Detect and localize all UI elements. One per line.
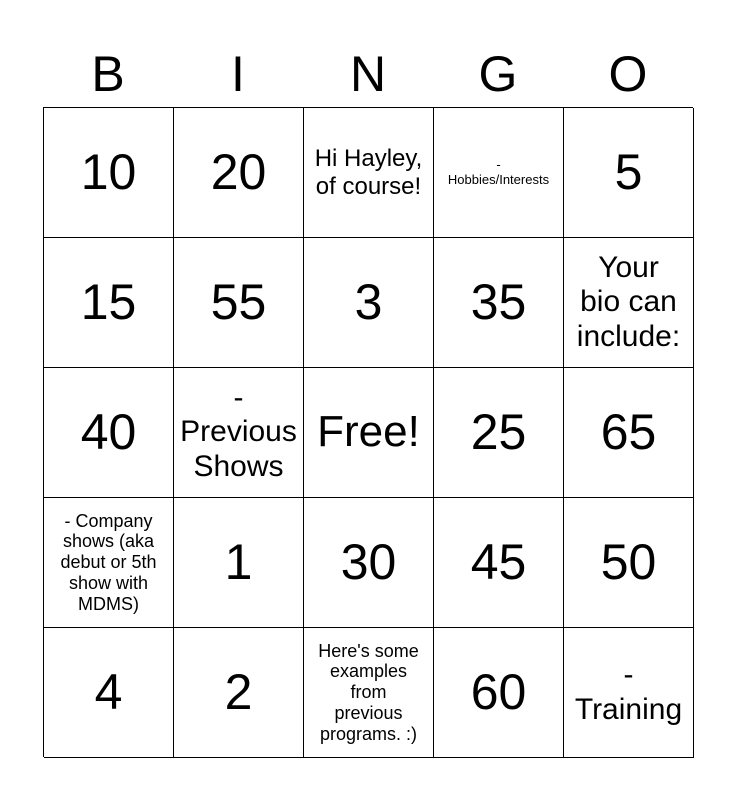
bingo-cell-text: 60 [470,663,527,720]
bingo-cell-r1-c4[interactable] [434,108,564,238]
bingo-cell-text: - Training [574,658,683,726]
bingo-cell-r1-c3[interactable] [304,108,434,238]
bingo-cell-text: Free! [317,407,420,457]
bingo-cell-text: 35 [470,273,527,330]
bingo-header [43,40,693,108]
bingo-cell-text: 3 [354,273,383,330]
bingo-cell-r2-c3[interactable] [304,238,434,368]
bingo-cell-text: 45 [470,533,527,590]
bingo-cell-r4-c2[interactable] [174,498,304,628]
bingo-cell-text: 15 [80,273,137,330]
bingo-cell-r4-c5[interactable] [564,498,694,628]
header-letter-b: B [91,46,125,102]
bingo-cell-text: Here's some examples from previous programs. :) [318,640,419,744]
header-letter-n: N [349,46,387,102]
bingo-cell-r3-c1[interactable] [44,368,174,498]
bingo-cell-text: 1 [224,533,253,590]
bingo-cell-r2-c1[interactable] [44,238,174,368]
bingo-cell-r3-c2[interactable] [174,368,304,498]
bingo-cell-r3-c4[interactable] [434,368,564,498]
bingo-cell-r5-c5[interactable] [564,628,694,758]
bingo-cell-text: 65 [600,403,657,460]
bingo-cell-text: - Company shows (aka debut or 5th show with MDMS) [60,510,157,614]
bingo-cell-text: 55 [210,273,267,330]
header-letter-g: G [478,46,518,102]
bingo-cell-text: 10 [80,143,137,200]
bingo-cell-r4-c4[interactable] [434,498,564,628]
bingo-cell-text: Your bio can include: [576,250,681,353]
bingo-cell-text: 2 [224,663,253,720]
bingo-cell-text: - Previous Shows [180,380,297,483]
bingo-cell-text: 30 [340,533,397,590]
bingo-cell-r5-c1[interactable] [44,628,174,758]
bingo-cell-r5-c4[interactable] [434,628,564,758]
bingo-cell-text: 25 [470,403,527,460]
bingo-cell-r1-c5[interactable] [564,108,694,238]
bingo-cell-text: 40 [80,403,137,460]
bingo-cell-r2-c5[interactable] [564,238,694,368]
bingo-cell-r1-c2[interactable] [174,108,304,238]
bingo-cell-r5-c3[interactable] [304,628,434,758]
bingo-cell-r2-c4[interactable] [434,238,564,368]
bingo-cell-r3-c5[interactable] [564,368,694,498]
bingo-grid [43,107,693,757]
bingo-cell-text: - Hobbies/Interests [447,156,550,187]
bingo-cell-r2-c2[interactable] [174,238,304,368]
bingo-cell-text: 50 [600,533,657,590]
bingo-cell-r1-c1[interactable] [44,108,174,238]
bingo-cell-text: 5 [614,143,643,200]
bingo-cell-r4-c1[interactable] [44,498,174,628]
bingo-cell-text: 20 [210,143,267,200]
header-letter-i: I [231,46,245,102]
bingo-cell-r4-c3[interactable] [304,498,434,628]
bingo-cell-text: Hi Hayley, of course! [314,144,423,200]
bingo-cell-text: 4 [94,663,123,720]
header-letter-o: O [608,46,648,102]
bingo-cell-r5-c2[interactable] [174,628,304,758]
bingo-cell-r3-c3[interactable] [304,368,434,498]
